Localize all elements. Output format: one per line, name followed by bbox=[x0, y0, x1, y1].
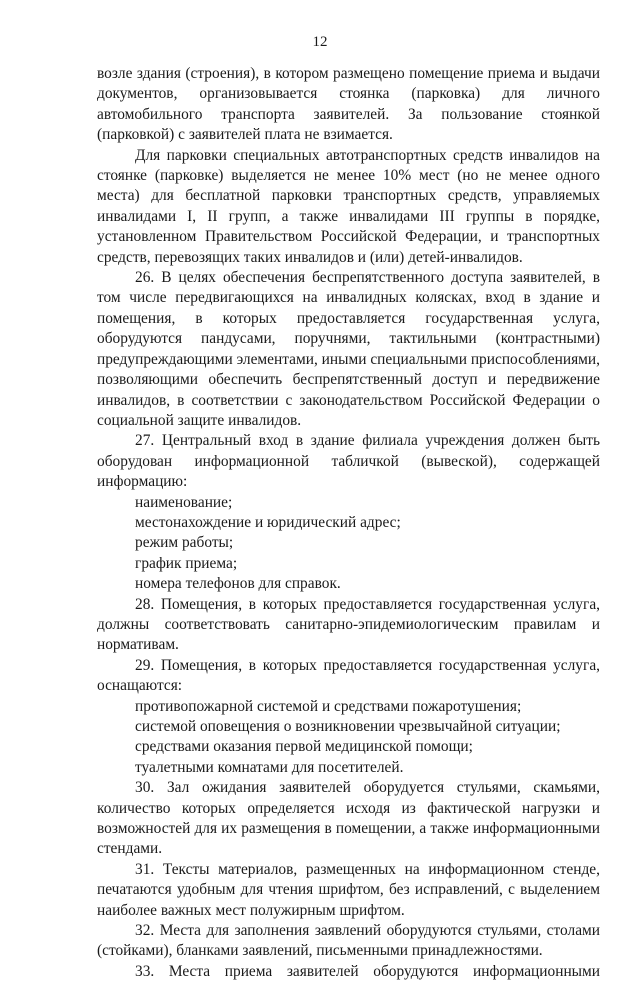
paragraph-item-26: 26. В целях обеспечения беспрепятственного доступа заявителей, в том числе передвигающихся на инвалидных колясках, вход в здание и помещения, в которых предоставляется государственная услуга, оборудуются пандусами, поручнями, тактильными (контрастными) предупреждающими элементами, иными специальными приспособлениями, позволяющими обеспечить беспрепятственный доступ и передвижение инвалидов, в соответствии с законодательством Российской Федерации о социальной защите инвалидов. bbox=[97, 269, 600, 429]
list-item: график приема; bbox=[135, 554, 238, 572]
list-item: номера телефонов для справок. bbox=[135, 575, 341, 593]
list-item: противопожарной системой и средствами пожаротушения; bbox=[135, 697, 522, 715]
list-item: туалетными комнатами для посетителей. bbox=[135, 758, 404, 776]
paragraph-item-31: 31. Тексты материалов, размещенных на информационном стенде, печатаются удобным для чтения шрифтом, без исправлений, с выделением наиболее важных мест полужирным шрифтом. bbox=[97, 860, 600, 919]
paragraph-item-33: 33. Места приема заявителей оборудуются информационными bbox=[135, 962, 600, 980]
list-item: системой оповещения о возникновении чрезвычайной ситуации; bbox=[135, 718, 561, 735]
paragraph-item-32: 32. Места для заполнения заявлений оборудуются стульями, столами (стойками), бланками заявлений, письменными принадлежностями. bbox=[97, 922, 600, 960]
page-number: 12 bbox=[312, 34, 328, 50]
paragraph-parking-intro: возле здания (строения), в котором размещено помещение приема и выдачи документов, организовывается стоянка (парковка) для личного автомобильного транспорта заявителей. За пользование стоянкой (парковкой) с заявителей плата не взимается. bbox=[97, 65, 600, 144]
paragraph-item-30: 30. Зал ожидания заявителей оборудуется стульями, скамьями, количество которых определяется исходя из фактической нагрузки и возможностей для их размещения в помещении, а также информационными стендами. bbox=[97, 779, 600, 858]
document-body bbox=[97, 64, 600, 982]
paragraph-item-29: 29. Помещения, в которых предоставляется государственная услуга, оснащаются: bbox=[97, 656, 600, 695]
list-item: средствами оказания первой медицинской помощи; bbox=[135, 738, 473, 756]
paragraph-item-27: 27. Центральный вход в здание филиала учреждения должен быть оборудован информационной табличкой (вывеской), содержащей информацию: bbox=[97, 432, 600, 491]
list-item: режим работы; bbox=[135, 534, 234, 552]
paragraph-disabled-parking: Для парковки специальных автотранспортных средств инвалидов на стоянке (парковке) выделяется не менее 10% мест (но не менее одного места) для бесплатной парковки транспортных средств, управляемых инвалидами I, II групп, а также инвалидами III группы в порядке, установленном Правительством Российской Федерации, и транспортных средств, перевозящих таких инвалидов и (или) детей-инвалидов. bbox=[97, 146, 600, 266]
list-item: наименование; bbox=[135, 493, 233, 511]
list-item: местонахождение и юридический адрес; bbox=[135, 513, 401, 531]
paragraph-item-28: 28. Помещения, в которых предоставляется государственная услуга, должны соответствовать санитарно-эпидемиологическим правилам и нормативам. bbox=[97, 595, 600, 654]
